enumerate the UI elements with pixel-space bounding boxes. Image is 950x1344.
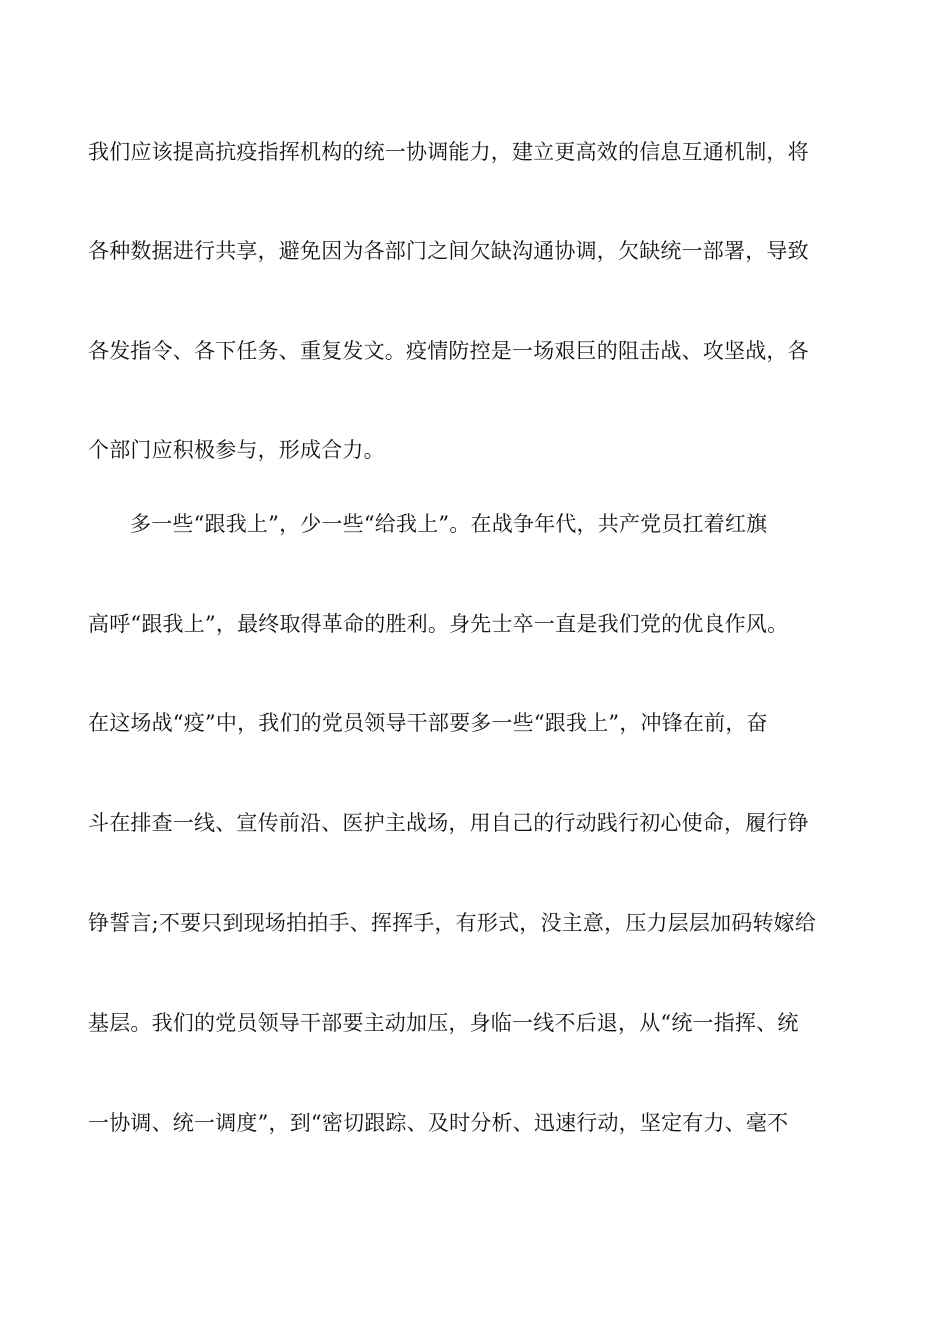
text-line: 在这场战“疫”中，我们的党员领导干部要多一些“跟我上”，冲锋在前，奋 [88, 711, 768, 735]
text-line: 斗在排查一线、宣传前沿、医护主战场，用自己的行动践行初心使命，履行铮 [88, 811, 809, 835]
text-line: 个部门应积极参与，形成合力。 [88, 438, 385, 462]
text-line: 高呼“跟我上”，最终取得革命的胜利。身先士卒一直是我们党的优良作风。 [88, 612, 789, 636]
text-line: 我们应该提高抗疫指挥机构的统一协调能力，建立更高效的信息互通机制，将 [88, 140, 809, 164]
text-line: 各发指令、各下任务、重复发文。疫情防控是一场艰巨的阻击战、攻坚战，各 [88, 339, 809, 363]
paragraph-first-line: 多一些“跟我上”，少一些“给我上”。在战争年代，共产党员扛着红旗 [130, 512, 768, 536]
text-line: 一协调、统一调度”，到“密切跟踪、及时分析、迅速行动，坚定有力、毫不 [88, 1111, 789, 1135]
text-line: 基层。我们的党员领导干部要主动加压，身临一线不后退，从“统一指挥、统 [88, 1011, 799, 1035]
text-line: 铮誓言;不要只到现场拍拍手、挥挥手，有形式，没主意，压力层层加码转嫁给 [88, 911, 817, 935]
text-line: 各种数据进行共享，避免因为各部门之间欠缺沟通协调，欠缺统一部署，导致 [88, 239, 809, 263]
